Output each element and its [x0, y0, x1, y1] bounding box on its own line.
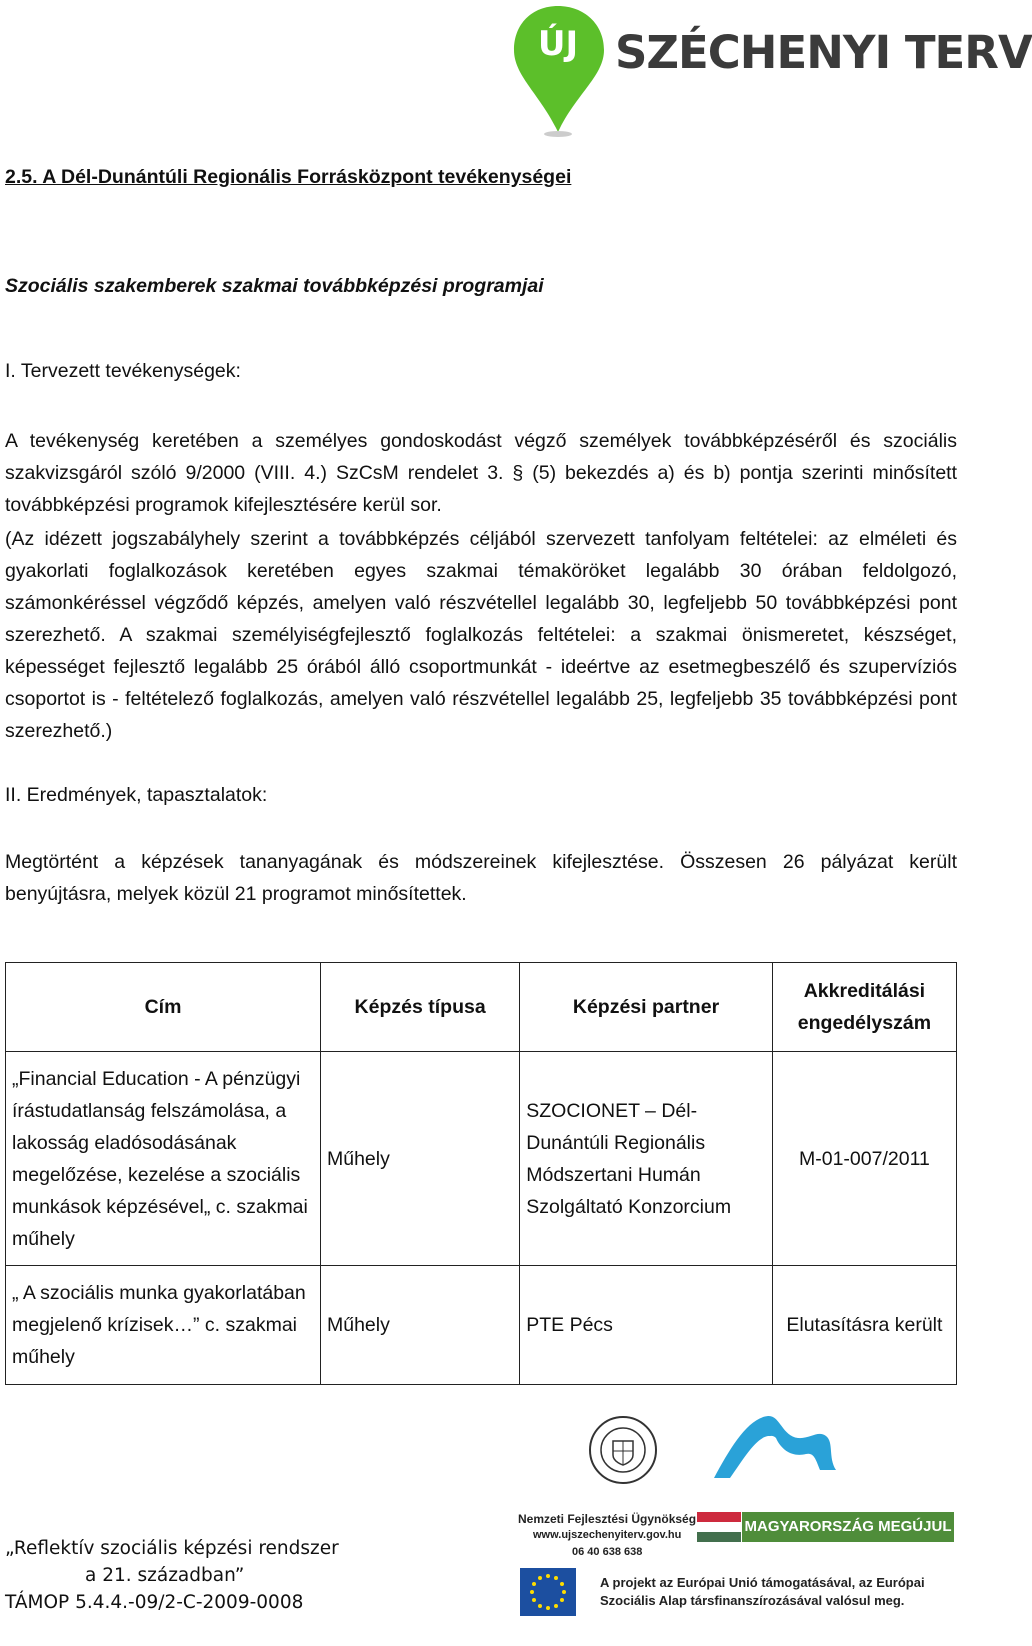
section-heading: 2.5. A Dél-Dunántúli Regionális Forrásközpont tevékenységei — [5, 166, 572, 188]
eu-flag-icon — [520, 1568, 576, 1616]
programs-table — [5, 962, 957, 1385]
cell-type: Műhely — [320, 1266, 519, 1385]
szechenyi-terv-logo — [510, 4, 1032, 144]
section2-title: II. Eredmények, tapasztalatok: — [5, 784, 268, 806]
magyarorszag-megujul-slogan: MAGYARORSZÁG MEGÚJUL — [742, 1512, 954, 1542]
header-akkreditalasi: Akkreditálási engedélyszám — [772, 963, 956, 1052]
table-header-row — [6, 963, 957, 1052]
eu-line-2: Szociális Alap társfinanszírozásával valósul meg. — [600, 1593, 905, 1608]
cell-type: Műhely — [320, 1052, 519, 1266]
subheading: Szociális szakemberek szakmai továbbképzési programjai — [5, 275, 544, 297]
agency-phone: 06 40 638 638 — [572, 1546, 643, 1558]
eu-line-1: A projekt az Európai Unió támogatásával, az Európai — [600, 1575, 925, 1590]
cell-title: „ A szociális munka gyakorlatában megjelenő krízisek…” c. szakmai műhely — [6, 1266, 321, 1385]
logo-text: SZÉCHENYI TERV — [615, 26, 1032, 79]
cell-partner: PTE Pécs — [520, 1266, 773, 1385]
agency-url: www.ujszechenyiterv.gov.hu — [533, 1529, 682, 1541]
cell-title: „Financial Education - A pénzügyi írástudatlanság felszámolása, a lakosság eladósodásának megelőzése, kezelése a szociális munkások képzésével„ c. szakmai műhely — [6, 1052, 321, 1266]
hungarian-flag-icon — [697, 1512, 741, 1542]
paragraph-2: (Az idézett jogszabályhely szerint a továbbképzés céljából szervezett tanfolyam feltételei: az elméleti és gyakorlati foglalkozások keretében egyes szakmai témaköröket legalább 30 órában feldolgozó, számonkéréssel végződő képzés, amelyen való részvétellel legalább 30, legfeljebb 50 továbbképzési pont szerezhető. A szakmai személyiségfejlesztő foglalkozás feltételei: a szakmai önismeretet, készséget, képességet fejlesztő legalább 25 órából álló csoportmunkát - ideértve az esetmegbeszélő és szupervíziós csoportot is - feltételező foglalkozás, amelyen való részvétellel legalább 25, legfeljebb 35 továbbképzési pont szerezhető.) — [5, 528, 957, 742]
logo-badge: ÚJ — [537, 24, 579, 64]
cell-accreditation: Elutasításra került — [772, 1266, 956, 1385]
header-cim: Cím — [6, 963, 321, 1052]
header-kepzes-tipusa: Képzés típusa — [320, 963, 519, 1052]
agency-name: Nemzeti Fejlesztési Ügynökség — [518, 1512, 697, 1526]
table-row — [6, 1266, 957, 1385]
cell-accreditation: M-01-007/2011 — [772, 1052, 956, 1266]
paragraph-1: A tevékenység keretében a személyes gondoskodást végző személyek továbbképzéséről és szociális szakvizsgáról szóló 9/2000 (VIII. 4.) SzCsM rendelet 3. § (5) bekezdés a) és b) pontja szerinti minősített továbbképzési programok kifejlesztésére kerül sor. — [5, 430, 957, 516]
footer-line-1: „Reflektív szociális képzési rendszer — [5, 1538, 339, 1559]
table-row — [6, 1052, 957, 1266]
footer-line-2: a 21. században” — [85, 1565, 245, 1586]
eu-funding-text — [600, 1574, 925, 1610]
paragraph-3: Megtörtént a képzések tananyagának és módszereinek kifejlesztése. Összesen 26 pályázat került benyújtásra, melyek közül 21 programot minősítettek. — [5, 851, 957, 905]
section1-title: I. Tervezett tevékenységek: — [5, 360, 241, 382]
cell-partner: SZOCIONET – Dél-Dunántúli Regionális Módszertani Humán Szolgáltató Konzorcium — [520, 1052, 773, 1266]
wave-logo-icon — [710, 1408, 840, 1483]
footer-line-3: TÁMOP 5.4.4.-09/2-C-2009-0008 — [5, 1592, 304, 1613]
university-seal-icon — [588, 1415, 658, 1485]
footer-project-text — [5, 1535, 339, 1616]
header-kepzesi-partner: Képzési partner — [520, 963, 773, 1052]
